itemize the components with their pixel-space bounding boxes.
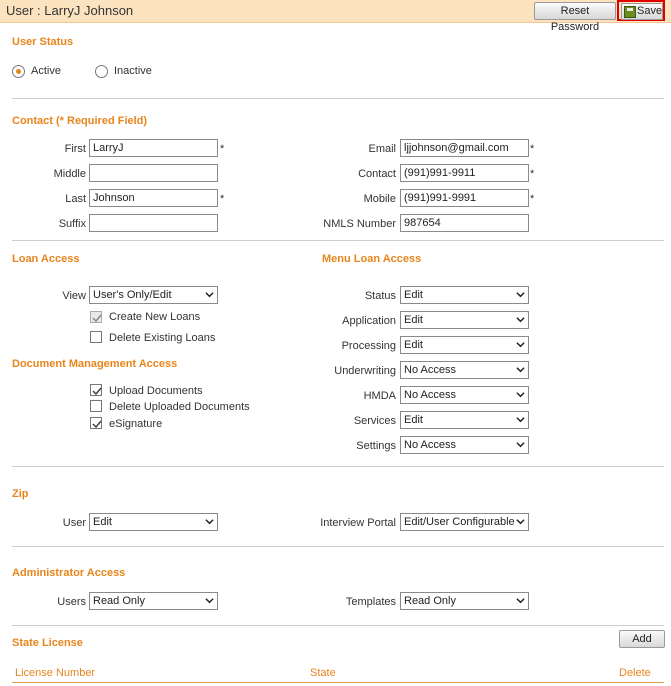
menu-row-select-value: Edit	[404, 339, 423, 351]
delete-uploaded-documents-checkbox[interactable]	[90, 400, 102, 412]
menu-row-select[interactable]	[400, 336, 529, 354]
page-header	[0, 0, 671, 33]
menu-row-select[interactable]	[400, 311, 529, 329]
chevron-down-icon	[516, 440, 525, 449]
required-mark: *	[220, 193, 225, 205]
inactive-radio[interactable]	[95, 65, 108, 78]
suffix-label: Suffix	[58, 218, 86, 230]
menu-row-select-value: No Access	[404, 439, 456, 451]
users-select-value: Read Only	[93, 595, 145, 607]
chevron-down-icon	[516, 415, 525, 424]
delete-uploaded-documents-label: Delete Uploaded Documents	[109, 401, 250, 413]
mobile-input[interactable]	[400, 189, 529, 207]
chevron-down-icon	[516, 290, 525, 299]
contact-title: Contact (* Required Field)	[12, 115, 148, 127]
mobile-label: Mobile	[363, 193, 396, 205]
menu-row-label: Processing	[341, 340, 396, 352]
reset-password-label: Reset Password	[550, 5, 600, 33]
menu-row-label: Services	[353, 415, 396, 427]
view-select-value: User's Only/Edit	[93, 289, 172, 301]
active-radio-label: Active	[31, 65, 61, 77]
esignature-label: eSignature	[109, 418, 163, 430]
save-button[interactable]	[621, 3, 663, 20]
zip-title: Zip	[12, 488, 29, 500]
menu-row-label: Status	[364, 290, 396, 302]
templates-label: Templates	[345, 596, 396, 608]
email-input[interactable]	[400, 139, 529, 157]
esignature-checkbox[interactable]	[90, 417, 102, 429]
menu-row-select-value: Edit	[404, 314, 423, 326]
save-button-highlight	[617, 0, 665, 21]
inactive-radio-label: Inactive	[114, 65, 152, 77]
view-label: View	[62, 290, 86, 302]
user-status-title: User Status	[12, 36, 74, 48]
chevron-down-icon	[205, 517, 214, 526]
email-label: Email	[368, 143, 396, 155]
delete-existing-loans-checkbox[interactable]	[90, 331, 102, 343]
save-label: Save	[637, 5, 663, 17]
interview-portal-select-value: Edit/User Configurable	[404, 516, 515, 528]
menu-row-select-value: No Access	[404, 389, 456, 401]
required-mark: *	[530, 193, 535, 205]
divider	[12, 625, 664, 626]
users-label: Users	[57, 596, 86, 608]
divider	[12, 466, 664, 467]
required-mark: *	[220, 143, 225, 155]
users-select[interactable]	[89, 592, 218, 610]
menu-row-select-value: Edit	[404, 289, 423, 301]
middle-name-input[interactable]	[89, 164, 218, 182]
document-management-title: Document Management Access	[12, 358, 178, 370]
chevron-down-icon	[516, 315, 525, 324]
view-select[interactable]	[89, 286, 218, 304]
state-license-title: State License	[12, 637, 83, 649]
zip-user-select-value: Edit	[93, 516, 112, 528]
menu-row-select-value: Edit	[404, 414, 423, 426]
menu-row-label: Application	[342, 315, 396, 327]
page-title: User : LarryJ Johnson	[6, 3, 134, 18]
middle-name-label: Middle	[53, 168, 86, 180]
chevron-down-icon	[516, 596, 525, 605]
menu-row-select[interactable]	[400, 411, 529, 429]
menu-row-select-value: No Access	[404, 364, 456, 376]
create-new-loans-label: Create New Loans	[109, 311, 201, 323]
checkmark-icon	[91, 418, 103, 430]
table-header-underline	[12, 682, 664, 683]
first-name-input[interactable]	[89, 139, 218, 157]
chevron-down-icon	[516, 365, 525, 374]
column-header-delete: Delete	[619, 667, 651, 679]
first-name-label: First	[64, 143, 86, 155]
menu-row-select[interactable]	[400, 286, 529, 304]
zip-user-label: User	[62, 517, 86, 529]
interview-portal-label: Interview Portal	[320, 517, 396, 529]
create-new-loans-checkbox[interactable]	[90, 311, 102, 323]
checkmark-icon	[91, 385, 103, 397]
templates-select[interactable]	[400, 592, 529, 610]
contact-phone-input[interactable]	[400, 164, 529, 182]
divider	[12, 98, 664, 99]
nmls-input[interactable]	[400, 214, 529, 232]
menu-row-select[interactable]	[400, 361, 529, 379]
menu-row-label: Settings	[356, 440, 396, 452]
templates-select-value: Read Only	[404, 595, 456, 607]
delete-existing-loans-label: Delete Existing Loans	[109, 332, 216, 344]
active-radio[interactable]	[12, 65, 25, 78]
reset-password-button[interactable]	[534, 2, 616, 33]
divider	[12, 546, 664, 547]
add-label: Add	[632, 633, 652, 645]
column-header-license-number: License Number	[15, 667, 96, 679]
chevron-down-icon	[516, 390, 525, 399]
last-name-label: Last	[65, 193, 86, 205]
nmls-label: NMLS Number	[323, 218, 396, 230]
upload-documents-checkbox[interactable]	[90, 384, 102, 396]
chevron-down-icon	[516, 517, 525, 526]
menu-loan-access-title: Menu Loan Access	[322, 253, 422, 265]
required-mark: *	[530, 168, 535, 180]
required-mark: *	[530, 143, 535, 155]
menu-row-label: Underwriting	[334, 365, 396, 377]
contact-phone-label: Contact	[358, 168, 396, 180]
divider	[12, 240, 664, 241]
upload-documents-label: Upload Documents	[109, 385, 203, 397]
menu-row-label: HMDA	[363, 390, 396, 402]
chevron-down-icon	[205, 290, 214, 299]
floppy-disk-icon	[624, 6, 636, 18]
loan-access-title: Loan Access	[12, 253, 80, 265]
administrator-access-title: Administrator Access	[12, 567, 126, 579]
menu-row-select[interactable]	[400, 386, 529, 404]
menu-row-select[interactable]	[400, 436, 529, 454]
column-header-state: State	[310, 667, 336, 679]
chevron-down-icon	[205, 596, 214, 605]
zip-user-select[interactable]	[89, 513, 218, 531]
chevron-down-icon	[516, 340, 525, 349]
suffix-input[interactable]	[89, 214, 218, 232]
checkmark-icon	[91, 312, 103, 324]
add-license-button[interactable]	[619, 630, 665, 648]
interview-portal-select[interactable]	[400, 513, 529, 531]
last-name-input[interactable]	[89, 189, 218, 207]
